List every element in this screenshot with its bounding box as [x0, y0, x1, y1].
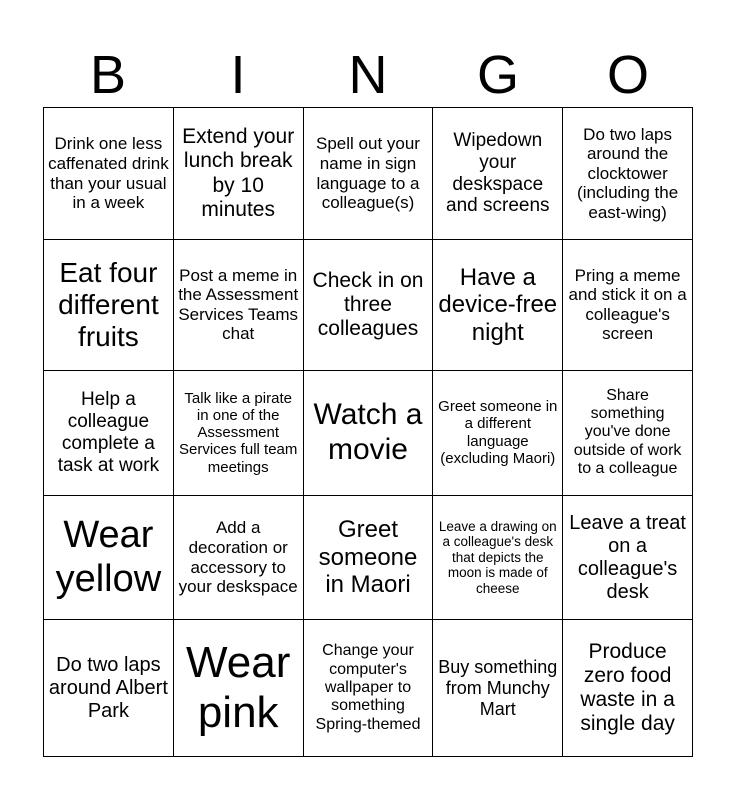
bingo-cell: Wear pink: [173, 620, 303, 757]
bingo-cell: Greet someone in a different language (excluding Maori): [433, 370, 563, 495]
header-letter-n: N: [348, 45, 388, 105]
grid-row: [44, 495, 693, 620]
bingo-cell: Help a colleague complete a task at work: [44, 370, 174, 495]
bingo-header: [43, 44, 693, 106]
bingo-cell: Share something you've done outside of work to a colleague: [563, 370, 693, 495]
bingo-cell: Pring a meme and stick it on a colleague's screen: [563, 240, 693, 371]
grid-row: [44, 620, 693, 757]
bingo-cell: Check in on three colleagues: [303, 240, 433, 371]
bingo-cell: Do two laps around the clocktower (including the east-wing): [563, 108, 693, 240]
header-letter-o: O: [606, 45, 649, 105]
bingo-cell: Leave a treat on a colleague's desk: [563, 495, 693, 620]
bingo-cell: Wipedown your deskspace and screens: [433, 108, 563, 240]
bingo-cell: Produce zero food waste in a single day: [563, 620, 693, 757]
grid-row: [44, 108, 693, 240]
bingo-cell: Eat four different fruits: [44, 240, 174, 371]
bingo-cell: Spell out your name in sign language to a colleague(s): [303, 108, 433, 240]
bingo-cell: Talk like a pirate in one of the Assessment Services full team meetings: [173, 370, 303, 495]
header-letter-b: B: [89, 45, 127, 105]
header-letter-i: I: [230, 45, 246, 105]
bingo-cell: Change your computer's wallpaper to something Spring-themed: [303, 620, 433, 757]
bingo-cell: Leave a drawing on a colleague's desk that depicts the moon is made of cheese: [433, 495, 563, 620]
bingo-cell: Buy something from Munchy Mart: [433, 620, 563, 757]
header-letter-g: G: [476, 45, 519, 105]
bingo-cell: Do two laps around Albert Park: [44, 620, 174, 757]
bingo-cell: Wear yellow: [44, 495, 174, 620]
grid-row: [44, 240, 693, 371]
bingo-cell: Add a decoration or accessory to your deskspace: [173, 495, 303, 620]
bingo-cell: Drink one less caffenated drink than your usual in a week: [44, 108, 174, 240]
bingo-cell: Greet someone in Maori: [303, 495, 433, 620]
bingo-cell: Post a meme in the Assessment Services Teams chat: [173, 240, 303, 371]
bingo-cell: Watch a movie: [303, 370, 433, 495]
bingo-cell: Extend your lunch break by 10 minutes: [173, 108, 303, 240]
bingo-cell: Have a device-free night: [433, 240, 563, 371]
bingo-grid: [43, 107, 693, 757]
grid-row: [44, 370, 693, 495]
